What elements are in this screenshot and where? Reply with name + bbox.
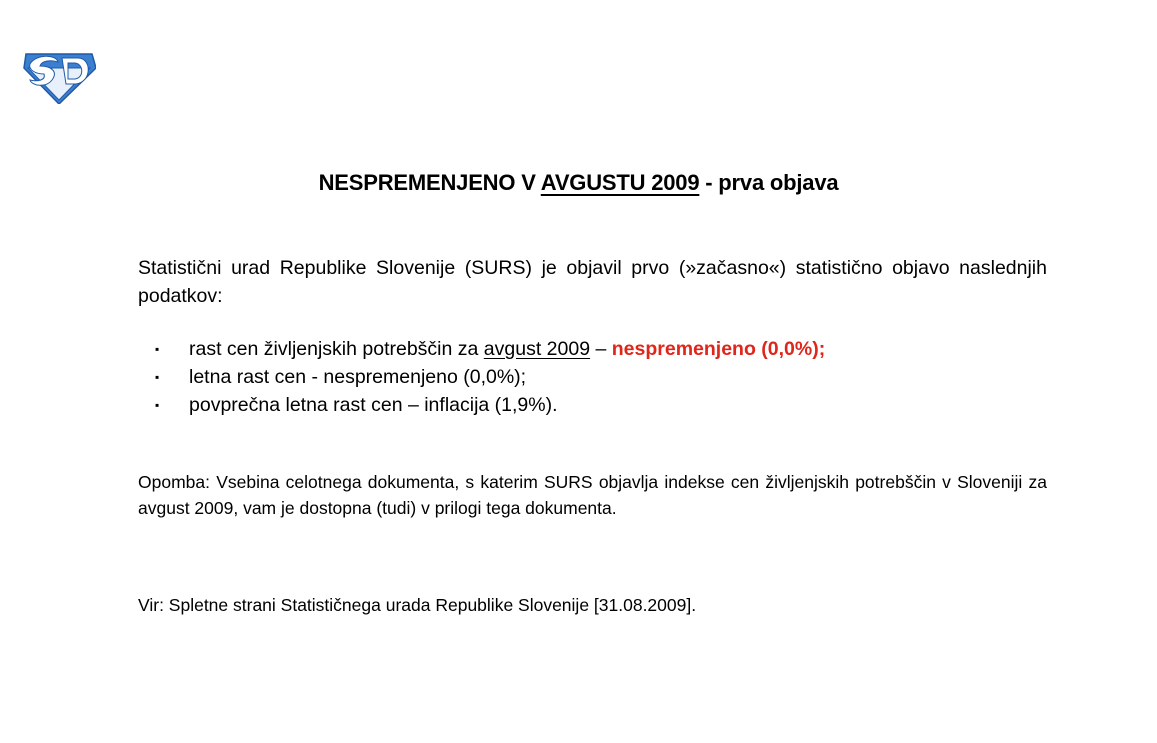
title-part2: - prva objava — [699, 170, 839, 195]
bullet-item — [155, 391, 825, 419]
bullet3-text: povprečna letna rast cen – inflacija (1,9%). — [189, 394, 558, 416]
bullet-marker: ▪ — [155, 342, 160, 356]
bullet-item — [155, 335, 825, 363]
bullet2-text: letna rast cen - nespremenjeno (0,0%); — [189, 366, 527, 388]
source-line: Vir: Spletne strani Statističnega urada Republike Slovenije [31.08.2009]. — [138, 595, 697, 615]
note-paragraph: Opomba: Vsebina celotnega dokumenta, s katerim SURS objavlja indekse cen življenjskih potrebščin v Sloveniji za avgust 2009, vam je dostopna (tudi) v prilogi tega dokumenta. — [138, 472, 1047, 518]
bullet-marker: ▪ — [155, 398, 160, 412]
bullet-list — [155, 335, 825, 419]
title-underlined: AVGUSTU 2009 — [540, 170, 700, 195]
bullet1-underlined: avgust 2009 — [483, 338, 591, 360]
bullet1-text: rast cen življenjskih potrebščin za — [189, 338, 484, 360]
bullet1-highlight: nespremenjeno (0,0%); — [611, 338, 826, 360]
title-part1: NESPREMENJENO V — [318, 170, 541, 195]
page-title — [0, 170, 1157, 196]
bullet-marker: ▪ — [155, 370, 160, 384]
sd-shield-logo-icon — [22, 50, 96, 104]
bullet1-dash: – — [590, 338, 612, 360]
intro-paragraph: Statistični urad Republike Slovenije (SURS) je objavil prvo (»začasno«) statistično objavo naslednjih podatkov: — [138, 257, 1047, 307]
bullet-item — [155, 363, 825, 391]
